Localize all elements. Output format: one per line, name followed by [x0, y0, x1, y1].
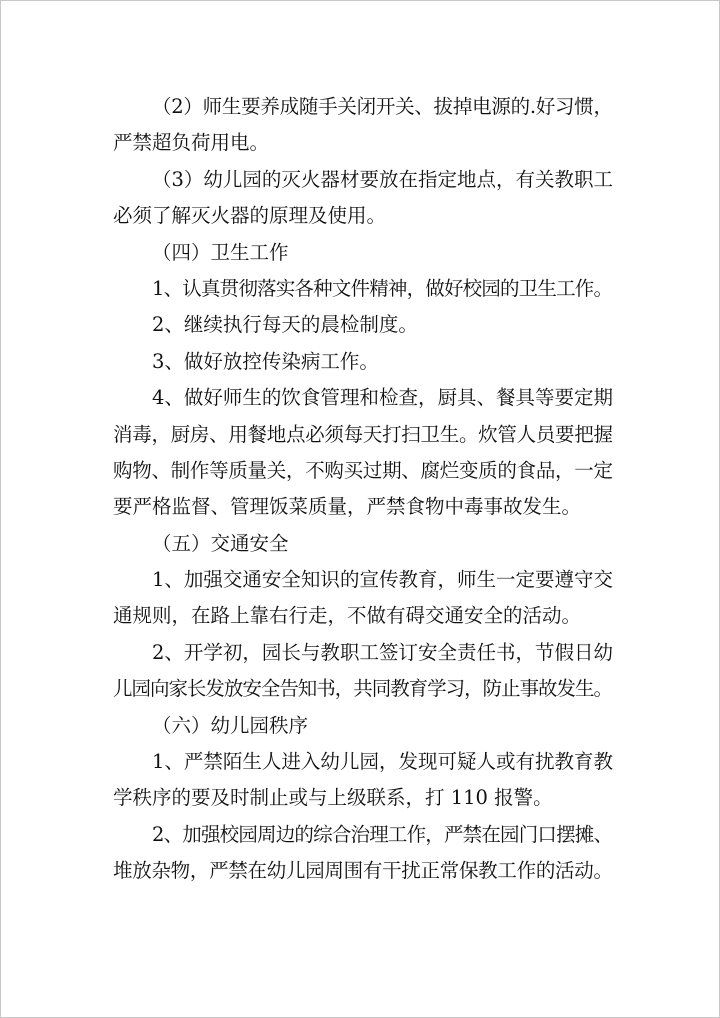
section-heading: （四）卫生工作 — [152, 240, 289, 264]
text-line: 3、做好放控传染病工作。 — [152, 349, 379, 373]
text-line: 购物、制作等质量关，不购买过期、腐烂变质的食品，一定 — [113, 458, 613, 482]
section-heading: （六）幼儿园秩序 — [152, 713, 309, 737]
text-line: 2、开学初，园长与教职工签订安全责任书，节假日幼 — [152, 640, 613, 664]
text-line: 消毒，厨房、用餐地点必须每天打扫卫生。炊管人员要把握 — [113, 422, 613, 446]
text-line: 儿园向家长发放安全告知书，共同教育学习，防止事故发生。 — [113, 677, 612, 701]
text-line: 必须了解灭火器的原理及使用。 — [113, 204, 387, 228]
text-line: 2、加强校园周边的综合治理工作，严禁在园门口摆摊、 — [152, 822, 613, 846]
text-line: 要严格监督、管理饭菜质量，严禁食物中毒事故发生。 — [113, 495, 582, 519]
text-line: 4、做好师生的饮食管理和检查，厨具、餐具等要定期 — [152, 386, 613, 410]
text-line: 通规则，在路上靠右行走，不做有碍交通安全的活动。 — [113, 604, 582, 628]
document-body — [113, 89, 613, 890]
text-line: 堆放杂物，严禁在幼儿园周围有干扰正常保教工作的活动。 — [113, 859, 613, 883]
text-line: 1、严禁陌生人进入幼儿园，发现可疑人或有扰教育教 — [152, 750, 613, 774]
text-line: 2、继续执行每天的晨检制度。 — [152, 313, 418, 337]
text-line: （2）师生要养成随手关闭开关、拔掉电源的.好习惯， — [152, 95, 613, 118]
text-line: 严禁超负荷用电。 — [113, 131, 270, 155]
text-line: 1、加强交通安全知识的宣传教育，师生一定要遵守交 — [152, 568, 613, 592]
text-line: 1、认真贯彻落实各种文件精神，做好校园的卫生工作。 — [152, 276, 613, 300]
text-line: （3）幼儿园的灭火器材要放在指定地点，有关教职工 — [152, 167, 613, 191]
text-line: 学秩序的要及时制止或与上级联系，打 110 报警。 — [113, 786, 553, 810]
section-heading: （五）交通安全 — [152, 531, 289, 555]
